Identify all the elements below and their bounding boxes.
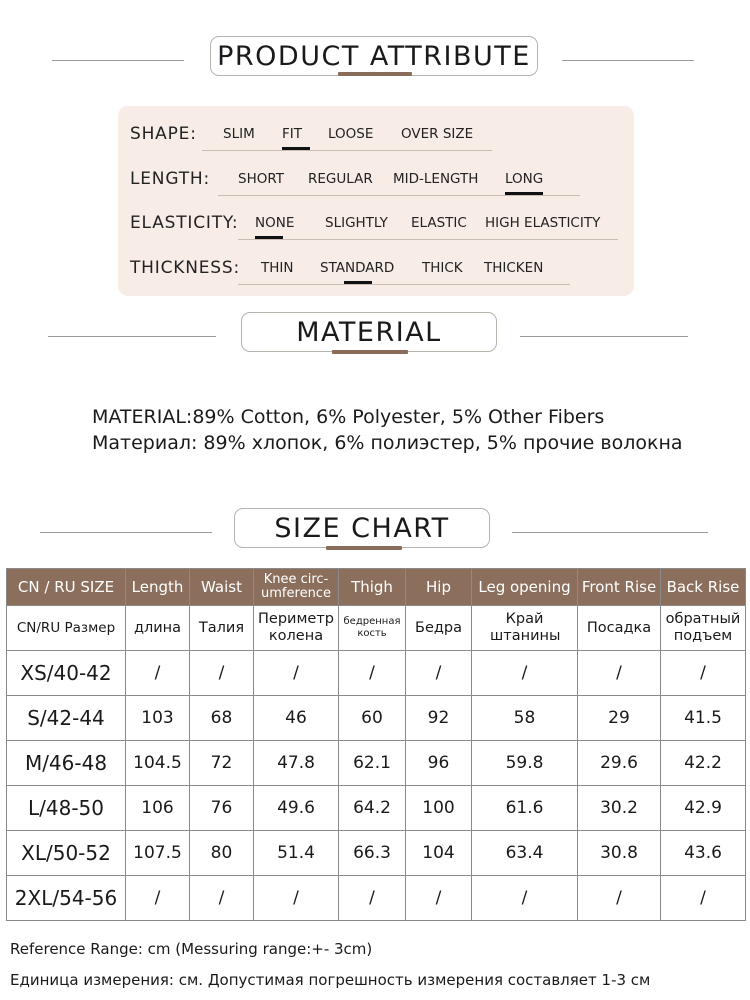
attribute-row-length	[118, 165, 634, 195]
option-fit: FIT	[282, 126, 302, 142]
table-cell: 29	[578, 696, 661, 741]
table-row	[7, 741, 746, 786]
size-cell: L/48-50	[7, 786, 126, 831]
title-accent-bar	[338, 72, 412, 76]
size-chart-table	[6, 568, 746, 921]
subheader-cell: Талия	[190, 606, 254, 651]
table-cell: 51.4	[254, 831, 339, 876]
table-cell: 76	[190, 786, 254, 831]
material-english: MATERIAL:89% Cotton, 6% Polyester, 5% Other Fibers	[92, 406, 605, 428]
attribute-panel	[118, 106, 634, 296]
header-cell: Knee circ-umference	[254, 569, 339, 606]
option-high-elasticity: HIGH ELASTICITY	[485, 215, 601, 231]
table-cell: 58	[472, 696, 578, 741]
subheader-cell: обратный подъем	[661, 606, 746, 651]
table-cell: 47.8	[254, 741, 339, 786]
section-title: PRODUCT ATTRIBUTE	[210, 36, 538, 76]
size-cell: M/46-48	[7, 741, 126, 786]
table-cell: 43.6	[661, 831, 746, 876]
table-cell: /	[190, 876, 254, 921]
material-russian: Материал: 89% хлопок, 6% полиэстер, 5% прочие волокна	[92, 432, 683, 454]
size-cell: XS/40-42	[7, 651, 126, 696]
table-cell: /	[339, 651, 406, 696]
measurement-note-russian: Единица измерения: см. Допустимая погрешность измерения составляет 1-3 см	[10, 971, 651, 989]
option-thick: THICK	[422, 260, 463, 276]
table-cell: 66.3	[339, 831, 406, 876]
header-cell: Length	[126, 569, 190, 606]
table-cell: 60	[339, 696, 406, 741]
table-cell: 92	[406, 696, 472, 741]
subheader-cell: Бедра	[406, 606, 472, 651]
size-chart-heading	[0, 502, 750, 562]
table-cell: 72	[190, 741, 254, 786]
attribute-label: ELASTICITY:	[130, 213, 239, 233]
table-cell: /	[190, 651, 254, 696]
table-cell: /	[578, 876, 661, 921]
selected-marker	[505, 192, 543, 195]
header-cell: Back Rise	[661, 569, 746, 606]
table-cell: 30.2	[578, 786, 661, 831]
table-cell: 41.5	[661, 696, 746, 741]
measurement-note-english: Reference Range: cm (Messuring range:+- 3cm)	[10, 940, 373, 958]
table-cell: 64.2	[339, 786, 406, 831]
table-cell: /	[254, 876, 339, 921]
table-cell: 104	[406, 831, 472, 876]
option-loose: LOOSE	[328, 126, 374, 142]
table-cell: 103	[126, 696, 190, 741]
subheader-cell: Периметр колена	[254, 606, 339, 651]
section-title: SIZE CHART	[234, 508, 490, 548]
subheader-cell: длина	[126, 606, 190, 651]
size-cell: S/42-44	[7, 696, 126, 741]
table-cell: 42.2	[661, 741, 746, 786]
table-cell: 49.6	[254, 786, 339, 831]
table-cell: /	[126, 651, 190, 696]
table-cell: /	[661, 651, 746, 696]
divider-right	[562, 60, 694, 61]
table-cell: /	[339, 876, 406, 921]
table-row	[7, 696, 746, 741]
size-cell: XL/50-52	[7, 831, 126, 876]
header-cell: Hip	[406, 569, 472, 606]
option-slightly: SLIGHTLY	[325, 215, 388, 231]
attribute-label: LENGTH:	[130, 169, 210, 189]
table-row	[7, 876, 746, 921]
table-cell: /	[406, 651, 472, 696]
table-cell: /	[472, 651, 578, 696]
option-slim: SLIM	[223, 126, 255, 142]
attribute-row-shape	[118, 120, 634, 150]
table-cell: 106	[126, 786, 190, 831]
title-accent-bar	[326, 546, 402, 550]
title-accent-bar	[332, 350, 408, 354]
table-cell: 80	[190, 831, 254, 876]
table-cell: 59.8	[472, 741, 578, 786]
row-divider	[202, 150, 492, 151]
table-cell: /	[126, 876, 190, 921]
option-thin: THIN	[261, 260, 294, 276]
row-divider	[218, 195, 580, 196]
product-attribute-heading	[0, 30, 750, 90]
subheader-cell: бедренная кость	[339, 606, 406, 651]
header-cell: Thigh	[339, 569, 406, 606]
table-cell: /	[578, 651, 661, 696]
material-heading	[0, 306, 750, 366]
header-cell: CN / RU SIZE	[7, 569, 126, 606]
divider-right	[520, 336, 688, 337]
header-cell: Front Rise	[578, 569, 661, 606]
divider-left	[40, 532, 212, 533]
table-cell: /	[406, 876, 472, 921]
selected-marker	[282, 147, 310, 150]
option-over-size: OVER SIZE	[401, 126, 474, 142]
table-cell: 100	[406, 786, 472, 831]
table-row	[7, 831, 746, 876]
option-long: LONG	[505, 171, 543, 187]
table-header-row	[7, 569, 746, 606]
header-cell: Leg opening	[472, 569, 578, 606]
table-cell: /	[254, 651, 339, 696]
option-none: NONE	[255, 215, 294, 231]
option-mid-length: MID-LENGTH	[393, 171, 479, 187]
option-regular: REGULAR	[308, 171, 373, 187]
table-cell: 30.8	[578, 831, 661, 876]
table-cell: 104.5	[126, 741, 190, 786]
table-row	[7, 651, 746, 696]
selected-marker	[255, 236, 283, 239]
option-standard: STANDARD	[320, 260, 394, 276]
option-elastic: ELASTIC	[411, 215, 467, 231]
table-cell: 46	[254, 696, 339, 741]
attribute-label: THICKNESS:	[130, 258, 240, 278]
attribute-row-elasticity	[118, 209, 634, 239]
option-short: SHORT	[238, 171, 284, 187]
subheader-cell: Край штанины	[472, 606, 578, 651]
table-cell: 29.6	[578, 741, 661, 786]
table-cell: 42.9	[661, 786, 746, 831]
table-cell: /	[661, 876, 746, 921]
option-thicken: THICKEN	[484, 260, 544, 276]
selected-marker	[344, 281, 372, 284]
attribute-label: SHAPE:	[130, 124, 197, 144]
table-subheader-row	[7, 606, 746, 651]
divider-left	[52, 60, 184, 61]
row-divider	[238, 284, 570, 285]
table-cell: 63.4	[472, 831, 578, 876]
row-divider	[238, 239, 618, 240]
table-cell: /	[472, 876, 578, 921]
header-cell: Waist	[190, 569, 254, 606]
subheader-cell: CN/RU Размер	[7, 606, 126, 651]
table-cell: 61.6	[472, 786, 578, 831]
table-row	[7, 786, 746, 831]
table-cell: 62.1	[339, 741, 406, 786]
table-cell: 107.5	[126, 831, 190, 876]
section-title: MATERIAL	[241, 312, 497, 352]
subheader-cell: Посадка	[578, 606, 661, 651]
table-cell: 68	[190, 696, 254, 741]
material-composition	[92, 404, 683, 456]
divider-right	[512, 532, 708, 533]
size-cell: 2XL/54-56	[7, 876, 126, 921]
attribute-row-thickness	[118, 254, 634, 284]
table-cell: 96	[406, 741, 472, 786]
divider-left	[48, 336, 216, 337]
